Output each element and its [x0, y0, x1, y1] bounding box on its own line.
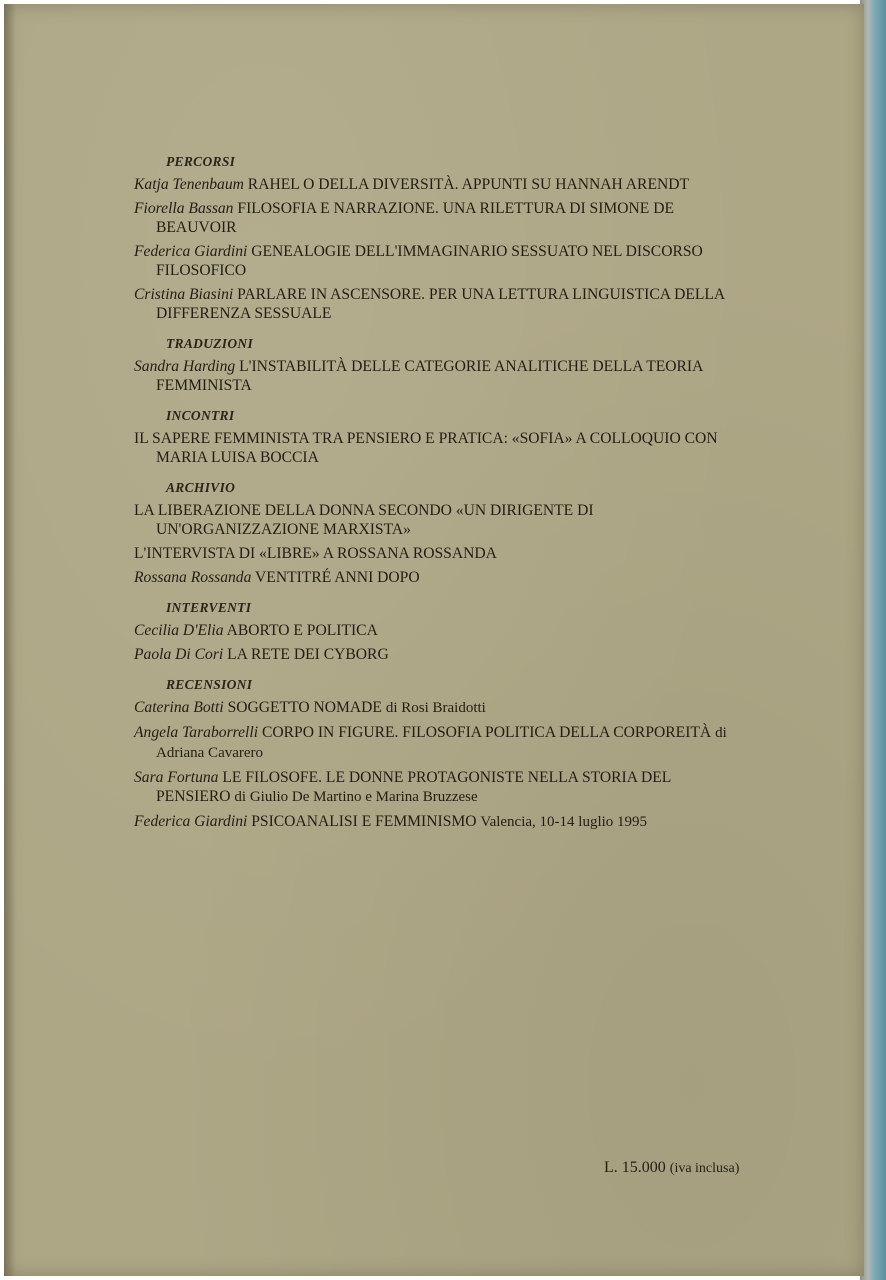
section-traduzioni — [128, 336, 748, 395]
toc-entry — [134, 285, 748, 323]
entry-title: LA RETE DEI CYBORG — [227, 646, 389, 663]
toc-entry — [134, 812, 748, 832]
entry-author: Sara Fortuna — [134, 769, 219, 786]
toc-entry — [134, 568, 748, 587]
back-cover — [4, 4, 864, 1276]
table-of-contents — [128, 154, 748, 837]
section-heading: INTERVENTI — [166, 600, 252, 615]
entry-author: Rossana Rossanda — [134, 569, 252, 586]
toc-entry — [134, 621, 748, 640]
entry-title: LE FILOSOFE. LE DONNE PROTAGONISTE NELLA STORIA DEL PENSIERO — [156, 769, 671, 805]
entry-author: Federica Giardini — [134, 243, 248, 260]
entry-title: LA LIBERAZIONE DELLA DONNA SECONDO «UN DIRIGENTE DI UN'ORGANIZZAZIONE MARXISTA» — [134, 502, 594, 538]
section-recensioni — [128, 677, 748, 832]
spine-shadow — [4, 4, 16, 1276]
toc-entry — [134, 357, 748, 395]
section-incontri — [128, 408, 748, 467]
entry-author: Fiorella Bassan — [134, 200, 234, 217]
section-heading: RECENSIONI — [166, 677, 253, 692]
entry-title: FILOSOFIA E NARRAZIONE. UNA RILETTURA DI SIMONE DE BEAUVOIR — [156, 200, 675, 236]
entry-title: PSICOANALISI E FEMMINISMO — [251, 813, 477, 830]
section-heading: ARCHIVIO — [166, 480, 236, 495]
entry-note: di Adriana Cavarero — [156, 725, 727, 761]
price-note: (iva inclusa) — [669, 1161, 740, 1176]
entry-title: PARLARE IN ASCENSORE. PER UNA LETTURA LINGUISTICA DELLA DIFFERENZA SESSUALE — [156, 286, 725, 322]
entry-note: Valencia, 10-14 luglio 1995 — [480, 814, 648, 830]
toc-entry — [134, 429, 748, 467]
entry-author: Paola Di Cori — [134, 646, 224, 663]
entry-title: VENTITRÉ ANNI DOPO — [255, 569, 420, 586]
toc-entry — [134, 645, 748, 664]
entry-title: CORPO IN FIGURE. FILOSOFIA POLITICA DELLA CORPOREITÀ — [261, 724, 712, 741]
entry-note: di Giulio De Martino e Marina Bruzzese — [234, 789, 478, 805]
section-percorsi — [128, 154, 748, 323]
entry-title: IL SAPERE FEMMINISTA TRA PENSIERO E PRATICA: «SOFIA» A COLLOQUIO CON MARIA LUISA BOCCIA — [134, 430, 718, 466]
entry-author: Cecilia D'Elia — [134, 622, 224, 639]
section-interventi — [128, 600, 748, 664]
entry-author: Caterina Botti — [134, 699, 224, 716]
entry-title: SOGGETTO NOMADE — [227, 699, 382, 716]
section-heading: INCONTRI — [166, 408, 235, 423]
section-archivio — [128, 480, 748, 587]
toc-entry — [134, 501, 748, 539]
price-label — [604, 1159, 739, 1177]
toc-entry — [134, 242, 748, 280]
section-heading: TRADUZIONI — [166, 336, 254, 351]
entry-title: RAHEL O DELLA DIVERSITÀ. APPUNTI SU HANNAH ARENDT — [247, 176, 690, 193]
section-heading: PERCORSI — [166, 154, 236, 169]
toc-entry — [134, 175, 748, 194]
entry-title: ABORTO E POLITICA — [226, 622, 378, 639]
entry-note: di Rosi Braidotti — [385, 700, 486, 716]
price-amount: L. 15.000 — [604, 1159, 666, 1176]
toc-entry — [134, 768, 748, 807]
entry-author: Sandra Harding — [134, 358, 236, 375]
entry-author: Cristina Biasini — [134, 286, 234, 303]
toc-entry — [134, 544, 748, 563]
toc-entry — [134, 199, 748, 237]
entry-author: Katja Tenenbaum — [134, 176, 244, 193]
entry-author: Angela Taraborrelli — [134, 724, 259, 741]
entry-title: L'INSTABILITÀ DELLE CATEGORIE ANALITICHE DELLA TEORIA FEMMINISTA — [156, 358, 703, 394]
entry-title: L'INTERVISTA DI «LIBRE» A ROSSANA ROSSANDA — [134, 545, 497, 562]
toc-entry — [134, 723, 748, 763]
entry-author: Federica Giardini — [134, 813, 248, 830]
toc-entry — [134, 698, 748, 718]
entry-title: GENEALOGIE DELL'IMMAGINARIO SESSUATO NEL DISCORSO FILOSOFICO — [156, 243, 703, 279]
